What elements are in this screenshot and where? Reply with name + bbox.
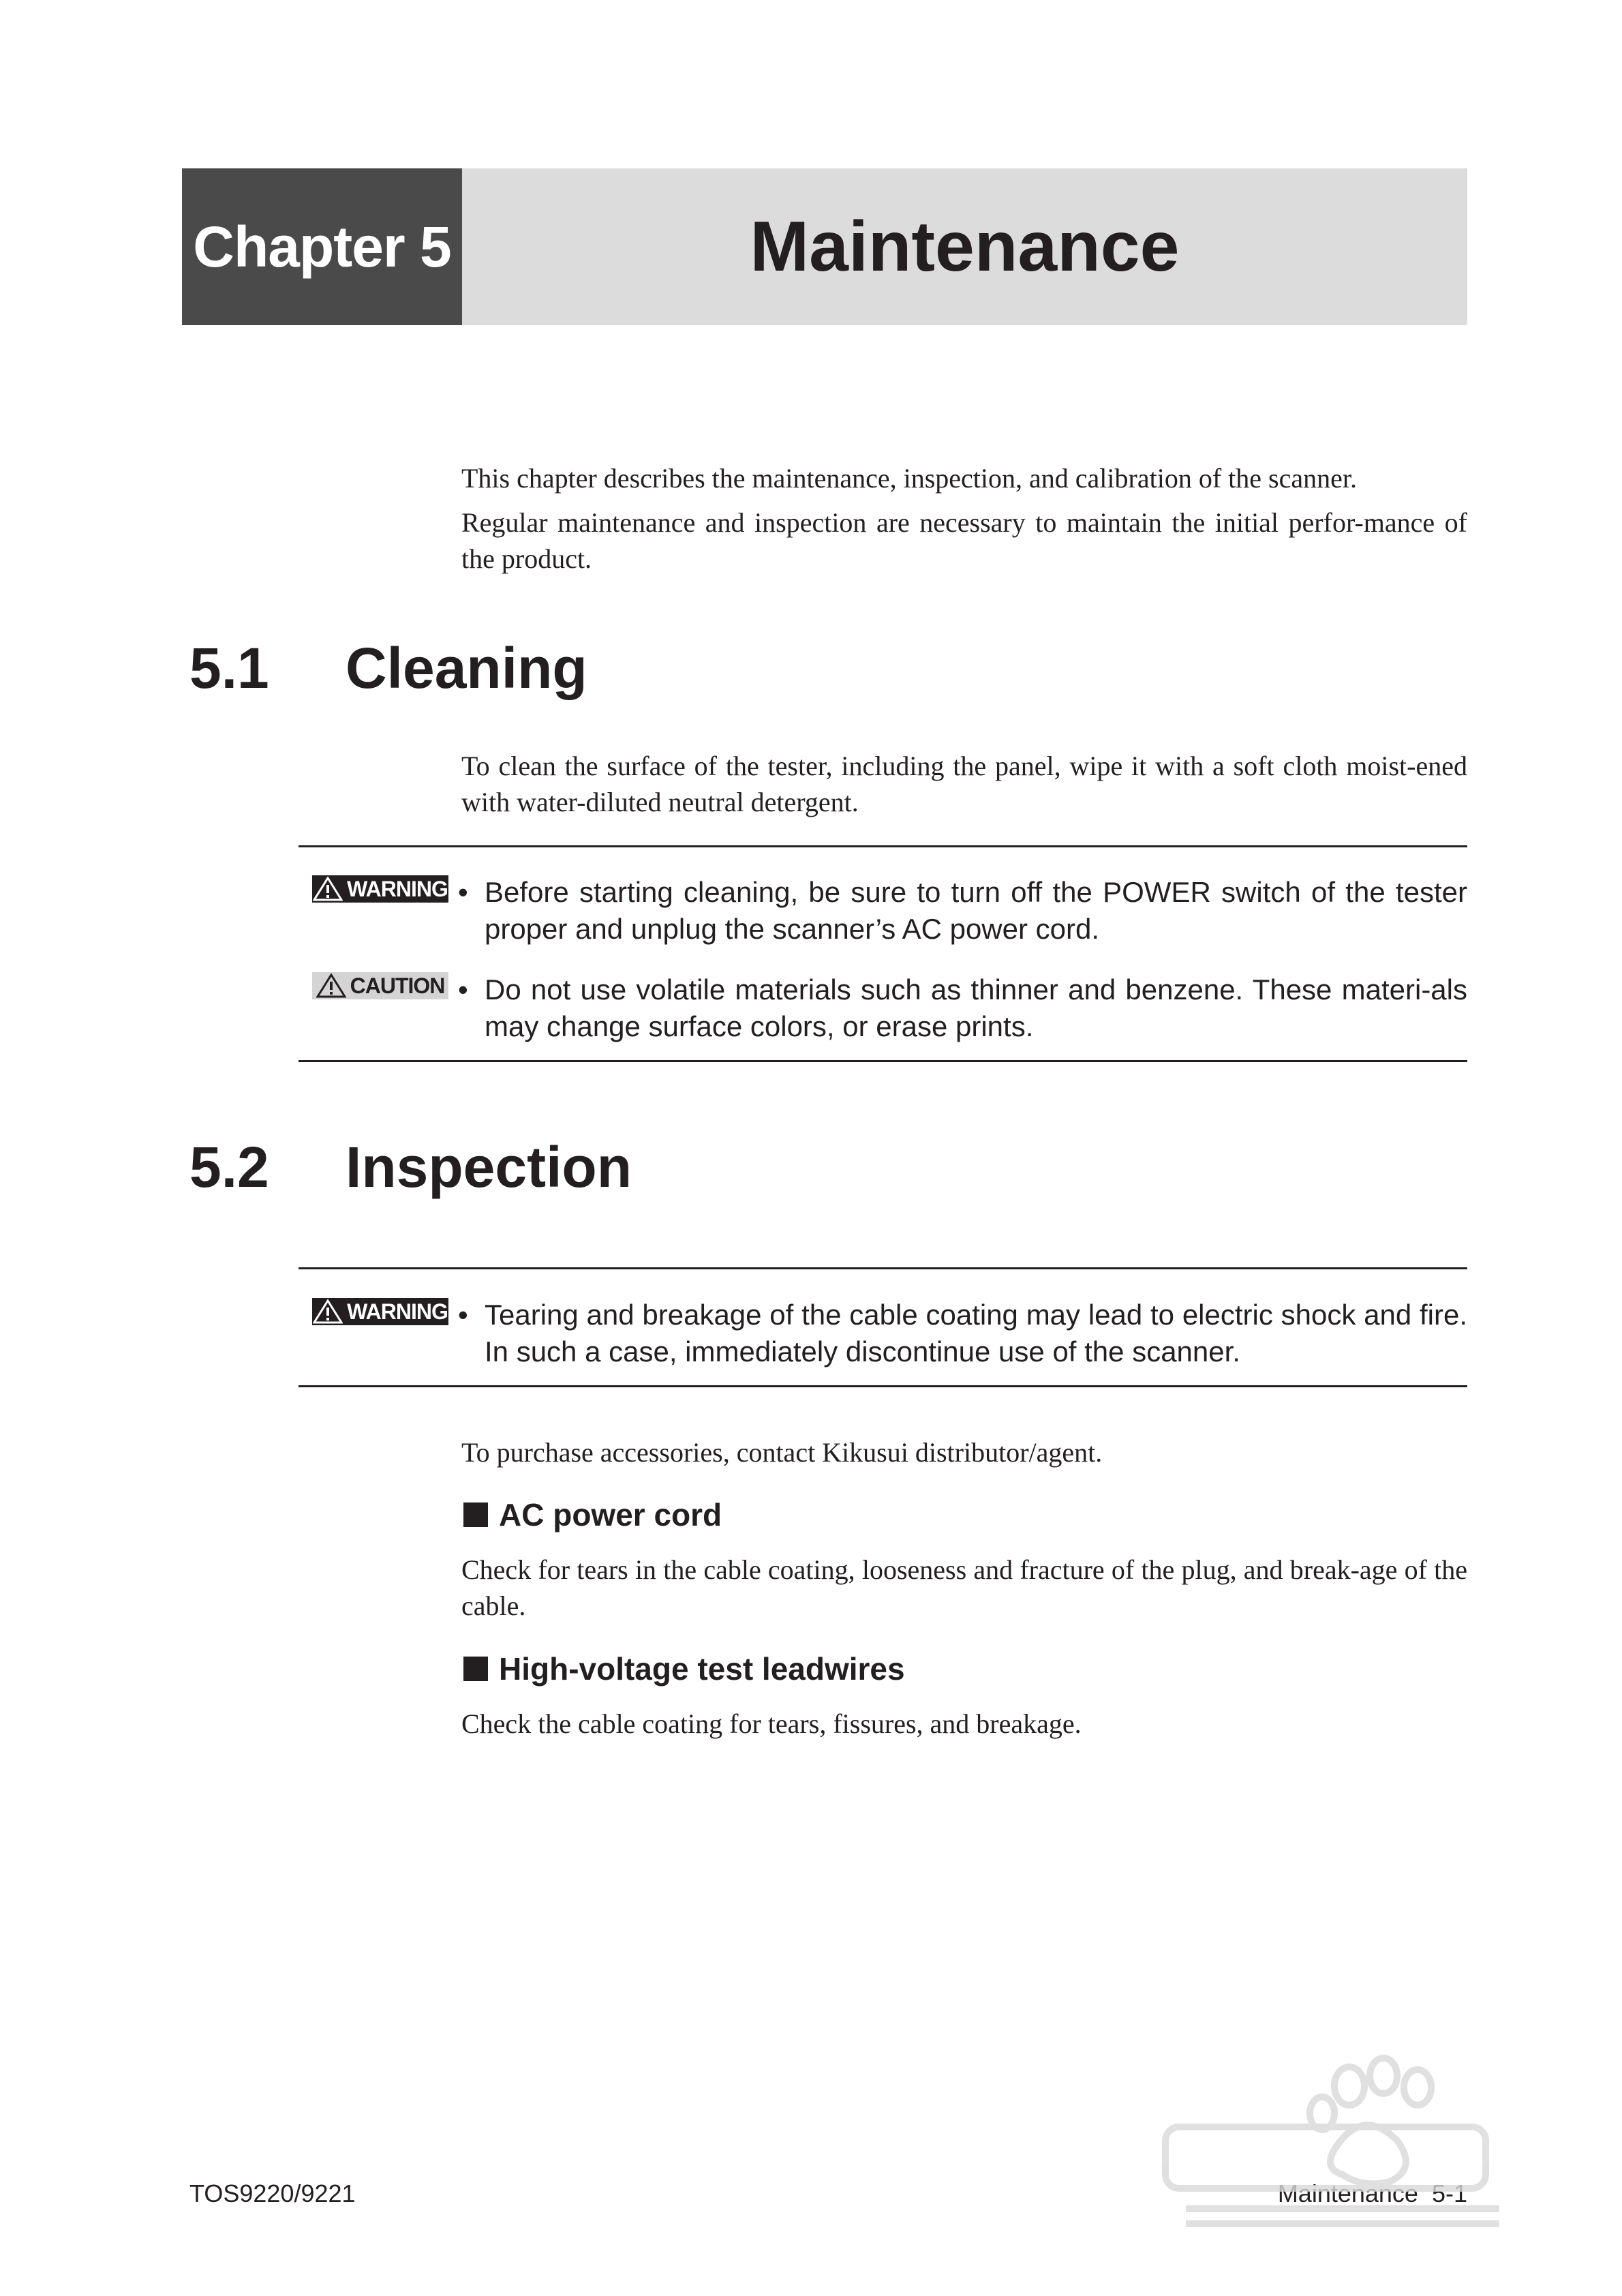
subheading-leadwires-label: High-voltage test leadwires [499,1651,905,1687]
leadwires-paragraph: Check the cable coating for tears, fissures, and breakage. [461,1708,1082,1739]
watermark-logo [1145,2045,1527,2250]
warning-badge-label: WARNING [347,876,448,901]
caution-badge-label: CAUTION [350,973,445,998]
chapter-title: Maintenance [462,168,1467,325]
bullet-dot: • [458,973,468,1006]
rule-bottom-inspection [299,1385,1467,1387]
bullet-dot: • [458,1299,468,1331]
inspection-warning-text: Tearing and breakage of the cable coating may lead to electric shock and fire. In such a case, immediately discontinue use of the scanner. [485,1299,1467,1368]
caution-triangle-icon [316,973,346,998]
footer-page: Maintenance 5-1 [1277,2179,1467,2207]
cleaning-paragraph: To clean the surface of the tester, including the panel, wipe it with a soft cloth moist-ened with water-diluted neutral detergent. [461,751,1467,817]
cleaning-warning-text: Before starting cleaning, be sure to turn off the POWER switch of the tester proper and unplug the scanner’s AC power cord. [485,876,1467,945]
intro-paragraph-2: Regular maintenance and inspection are necessary to maintain the initial perfor-mance of the product. [461,507,1467,574]
bullet-dot: • [458,876,468,908]
warning-badge-label: WARNING [347,1299,448,1324]
section-number-5-1: 5.1 [189,636,269,700]
intro-paragraph-1: This chapter describes the maintenance, inspection, and calibration of the scanner. [461,463,1357,494]
subheading-leadwires [463,1648,905,1689]
caution-badge [312,972,448,999]
warning-triangle-icon [313,1299,343,1324]
square-bullet-icon [463,1657,488,1681]
purchase-paragraph: To purchase accessories, contact Kikusui distributor/agent. [461,1437,1103,1468]
subheading-ac-power-cord [463,1494,722,1535]
section-title-cleaning: Cleaning [346,636,587,700]
ac-power-cord-paragraph: Check for tears in the cable coating, looseness and fracture of the plug, and break-age of the cable. [461,1554,1467,1621]
cleaning-caution-item [458,971,1467,1045]
section-title-inspection: Inspection [346,1135,632,1199]
warning-badge [312,1298,448,1325]
rule-top-cleaning [299,845,1467,847]
warning-triangle-icon [313,877,343,901]
subheading-ac-power-cord-label: AC power cord [499,1497,722,1532]
warning-badge [312,875,448,903]
square-bullet-icon [463,1502,488,1527]
inspection-warning-item [458,1297,1467,1370]
footer-model: TOS9220/9221 [189,2179,356,2207]
section-number-5-2: 5.2 [189,1135,269,1199]
cleaning-warning-item [458,874,1467,948]
cleaning-caution-text: Do not use volatile materials such as thinner and benzene. These materi-als may change surface colors, or erase prints. [485,973,1467,1042]
rule-top-inspection [299,1267,1467,1269]
rule-bottom-cleaning [299,1060,1467,1062]
chapter-label: Chapter 5 [182,168,462,325]
